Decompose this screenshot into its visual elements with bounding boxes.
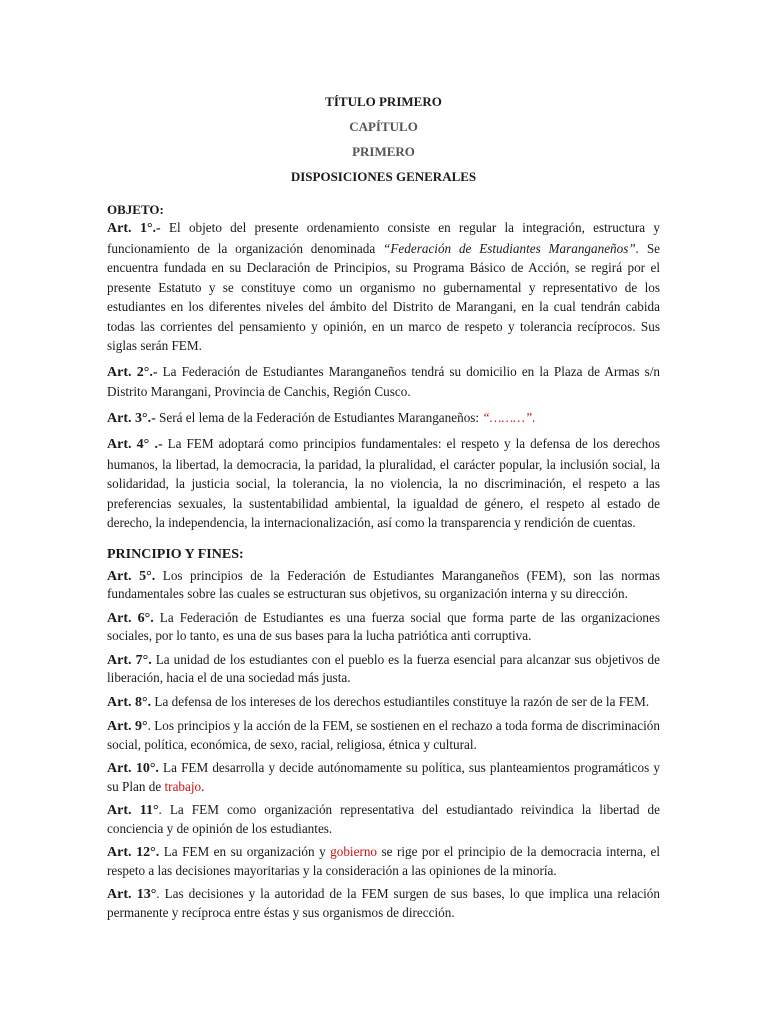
- article-8-text: La defensa de los intereses de los derechos estudiantiles constituye la razón de ser de la FEM.: [151, 693, 650, 709]
- article-4-number: Art. 4° .-: [107, 437, 163, 452]
- article-12-text-b: se rige por el principio de la democracia interna, el respeto a las decisiones mayoritarias y la consideración a las opiniones de la minoría.: [107, 844, 660, 878]
- document-page: [107, 94, 660, 921]
- article-2-number: Art. 2°.-: [107, 364, 158, 380]
- article-6-number: Art. 6°.: [107, 610, 154, 626]
- section-principios: PRINCIPIO Y FINES:: [107, 546, 244, 562]
- article-10-end: .: [201, 778, 205, 794]
- article-13-text: . Las decisiones y la autoridad de la FEM surgen de sus bases, lo que implica una relación permanente y recíproca entre éstas y sus organismos de dirección.: [107, 886, 660, 920]
- article-4-text: La FEM adoptará como principios fundamentales: el respeto y la defensa de los derechos humanos, la libertad, la democracia, la paridad, la pluralidad, el carácter popular, la inclusión social, la solidaridad, la justicia social, la tolerancia, la no violencia, la no discriminación, el respeto a las preferencias sexuales, la sustentabilidad ambiental, la igualdad de género, el respeto al estado de derecho, la independencia, la internacionalización, así como la transparencia y rendición de cuentas.: [107, 436, 660, 530]
- article-1-text-a: El objeto del presente ordenamiento consiste en regular la integración, estructura y funcionamiento de la organización denominada: [107, 220, 660, 256]
- article-7-text: La unidad de los estudiantes con el pueblo es la fuerza esencial para alcanzar sus objetivos de liberación, hacia el de una sociedad más justa.: [107, 651, 660, 685]
- article-3: [107, 408, 660, 429]
- article-3-text: Será el lema de la Federación de Estudiantes Maranganeños:: [155, 409, 483, 425]
- heading-primero: PRIMERO: [352, 144, 415, 159]
- article-7-number: Art. 7°.: [107, 652, 152, 668]
- article-12-number: Art. 12°.: [107, 845, 160, 860]
- article-3-motto: “………”.: [482, 409, 536, 425]
- article-11: [107, 801, 660, 837]
- heading-titulo: TÍTULO PRIMERO: [325, 94, 442, 109]
- article-5-number: Art. 5°.: [107, 568, 156, 584]
- article-8: [107, 693, 660, 712]
- article-6-text: La Federación de Estudiantes es una fuerza social que forma parte de las organizaciones sociales, por lo tanto, es una de sus bases para la lucha patriótica anti corruptiva.: [107, 609, 660, 643]
- article-12: [107, 843, 660, 879]
- article-3-number: Art. 3°.-: [107, 410, 156, 426]
- article-6: [107, 609, 660, 645]
- article-8-number: Art. 8°.: [107, 694, 152, 710]
- article-5: [107, 567, 660, 603]
- heading-disposiciones: DISPOSICIONES GENERALES: [290, 169, 477, 184]
- article-1-number: Art. 1°.-: [107, 221, 161, 236]
- article-1-text-b: Se encuentra fundada en su Declaración de Principios, su Programa Básico de Acción, se regirá por el presente Estatuto y se constituye como un organismo no gubernamental y representativo de los estudiantes en los diferentes niveles del ámbito del Distrito de Marangani, en la cual tendrán cabida todas las corrientes del pensamiento y opinión, en un marco de respeto y tolerancia recíprocos. Sus siglas serán FEM.: [107, 240, 660, 353]
- article-12-text-a: La FEM en su organización y: [159, 844, 331, 859]
- article-5-text: Los principios de la Federación de Estudiantes Maranganeños (FEM), son las normas fundamentales sobre las cuales se estructuran sus objetivos, su organización interna y su dirección.: [107, 567, 661, 601]
- article-1-quote: “Federación de Estudiantes Maranganeños”.: [383, 240, 640, 256]
- article-1: [107, 218, 660, 356]
- article-2: [107, 362, 660, 402]
- article-10-highlight: trabajo: [164, 778, 202, 794]
- article-10-text: La FEM desarrolla y decide autónomamente su política, sus planteamientos programáticos y su Plan de: [107, 760, 660, 794]
- article-2-text: La Federación de Estudiantes Maranganeños tendrá su domicilio en la Plaza de Armas s/n Distrito Marangani, Provincia de Canchis, Región Cusco.: [107, 363, 660, 399]
- article-12-highlight: gobierno: [330, 844, 378, 859]
- heading-capitulo: CAPÍTULO: [349, 119, 418, 134]
- article-13: [107, 885, 660, 921]
- article-11-number: Art. 11°: [107, 803, 159, 818]
- article-13-number: Art. 13°: [107, 887, 157, 902]
- article-10: [107, 759, 660, 795]
- section-objeto: OBJETO:: [107, 202, 164, 217]
- article-11-text: . La FEM como organización representativa del estudiantado reivindica la libertad de conciencia y de opinión de los estudiantes.: [107, 802, 660, 836]
- article-4: [107, 434, 660, 533]
- principios-list: [107, 567, 660, 922]
- article-9-text: . Los principios y la acción de la FEM, se sostienen en el rechazo a toda forma de discriminación social, política, económica, de sexo, racial, religiosa, étnica y cultural.: [107, 718, 660, 752]
- article-10-number: Art. 10°.: [107, 761, 159, 776]
- article-9: [107, 717, 660, 753]
- article-9-number: Art. 9°: [107, 719, 148, 734]
- article-7: [107, 651, 660, 687]
